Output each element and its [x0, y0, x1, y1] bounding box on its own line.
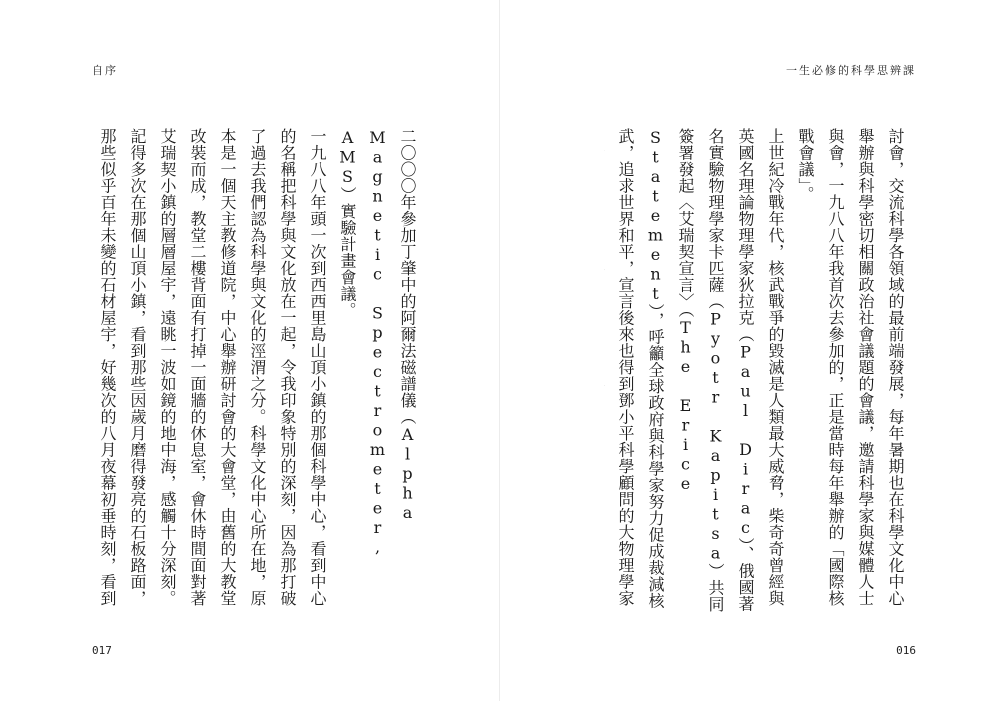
- page-number-right: 016: [896, 644, 916, 657]
- paragraph: 記得多次在那個山頂小鎮，看到那些因歲月磨得發亮的石板路面，那些似乎百年未變的石材屋宇，好幾次的八月夜幕初垂時刻，看到: [98, 128, 147, 607]
- running-header-right: 一生必修的科學思辨課: [786, 64, 916, 77]
- right-page-body: [604, 128, 910, 620]
- paragraph: 二〇〇〇年參加丁肇中的阿爾法磁譜儀（Alpha Magnetic Spectrometer, AMS）實驗計畫會議。: [338, 128, 417, 557]
- left-page-body: [88, 128, 422, 620]
- paragraph: 上世紀冷戰年代，核武戰爭的毀滅是人類最大威脅，柴奇奇曾經與英國名理論物理學家狄拉克（Paul Dirac）、俄國著名實驗物理學家卡匹薩（Pyotr Kapitsa）共同簽署發起〈艾瑞契宣言〉（The Erice Statement），呼籲全球政府與科學家努力促成裁減核武，追求世界和平，宣言後來也得到鄧小平科學顧問的大物理學家: [616, 128, 785, 613]
- page-number-left: 017: [92, 644, 112, 657]
- running-header-left: 自序: [92, 64, 118, 77]
- right-page: [500, 0, 1000, 701]
- paragraph: 一九八八年頭一次到西西里島山頂小鎮的那個科學中心，看到中心的名稱把科學與文化放在一起，令我印象特別的深刻，因為那打破了過去我們認為科學與文化的涇渭之分。科學文化中心所在地，原本是一個天主教修道院，中心舉辦研討會的大會堂，由舊的大教堂改裝而成，教堂二樓背面有打掉一面牆的休息室，會休時間面對著艾瑞契小鎮的層層屋宇，遠眺一波如鏡的地中海，感觸十分深刻。: [158, 128, 327, 607]
- paragraph: 討會，交流科學各領域的最前端發展，每年暑期也在科學文化中心舉辦與科學密切相關政治社會議題的會議，邀請科學家與媒體人士與會，一九八八年我首次去參加的，正是當時每年舉辦的「國際核戰會議」。: [796, 128, 905, 607]
